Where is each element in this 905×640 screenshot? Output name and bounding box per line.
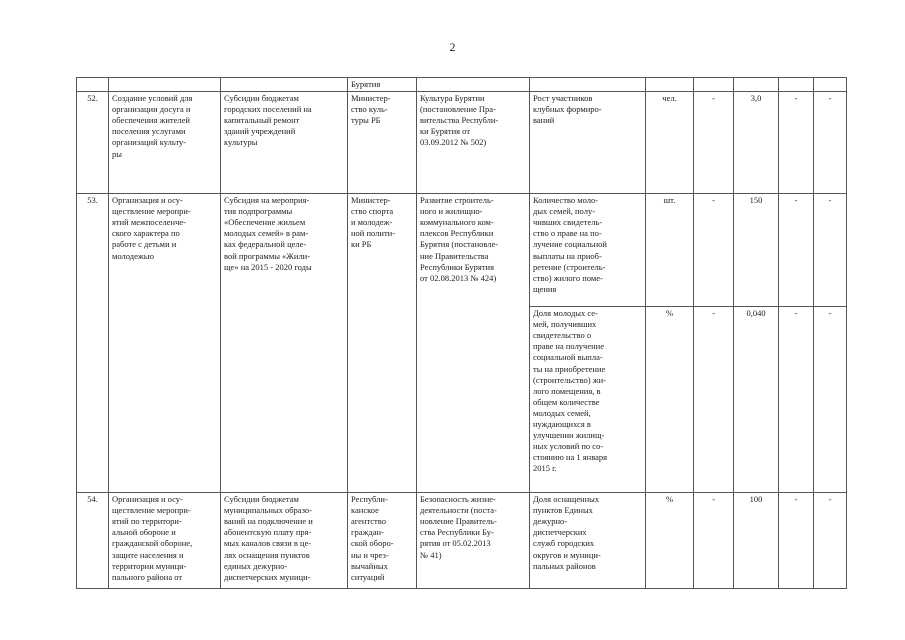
row-number: 52.	[77, 92, 109, 194]
unit-cell: %	[646, 307, 694, 493]
funding-cell: Субсидии бюджетам муниципальных образо- ваний на подключение и абонентскую плату пря- мых каналов связи в це- лях оснащения пунктов единых дежурно- диспетчерских муници-	[221, 493, 348, 589]
value-cell: -	[814, 92, 847, 194]
table-row	[77, 92, 847, 194]
value-cell: -	[694, 92, 734, 194]
value-cell: -	[779, 194, 814, 307]
table-row	[77, 194, 847, 307]
measure-cell: Организация и осу- ществление меропри- ятий межпоселенче- ского характера по работе с детьми и молодежью	[109, 194, 221, 493]
value-cell: -	[814, 493, 847, 589]
indicator-cell: Количество моло- дых семей, полу- чивших свидетель- ство о праве на по- лучение социальной выплаты на приоб- ретение (строитель- ство) жилого поме- щения	[530, 194, 646, 307]
funding-cell: Субсидии бюджетам городских поселений на капитальный ремонт зданий учреждений культуры	[221, 92, 348, 194]
program-cell: Безопасность жизне- деятельности (поста- новление Правитель- ства Республики Бу- рятия от 05.02.2013 № 41)	[417, 493, 530, 589]
indicator-cell: Доля оснащенных пунктов Единых дежурно- диспетчерских служб городских округов и муници- пальных районов	[530, 493, 646, 589]
funding-cell: Субсидия на мероприя- тия подпрограммы «Обеспечение жильем молодых семей» в рам- ках федеральной целе- вой программы «Жили- ще» на 2015 - 2020 годы	[221, 194, 348, 493]
executor-cell: Министер- ство куль- туры РБ	[348, 92, 417, 194]
carry-over-row	[77, 78, 847, 92]
program-cell: Развитие строитель- ного и жилищно- коммунального ком- плексов Республики Бурятия (постановле- ние Правительства Республики Бурятия от 02.08.2013 № 424)	[417, 194, 530, 493]
measures-table	[76, 77, 847, 589]
value-cell: -	[694, 194, 734, 307]
value-cell: -	[779, 92, 814, 194]
value-cell: -	[694, 493, 734, 589]
value-cell: -	[779, 307, 814, 493]
unit-cell: чел.	[646, 92, 694, 194]
unit-cell: шт.	[646, 194, 694, 307]
page-number: 2	[449, 40, 456, 54]
value-cell: -	[694, 307, 734, 493]
program-cell: Культура Бурятии (постановление Пра- вительства Республи- ки Бурятия от 03.09.2012 № 502)	[417, 92, 530, 194]
value-cell: -	[814, 307, 847, 493]
unit-cell: %	[646, 493, 694, 589]
indicator-cell: Рост участников клубных формиро- ваний	[530, 92, 646, 194]
measure-cell: Организация и осу- ществление меропри- ятий по территори- альной обороне и гражданской обороне, защите населения и территории муници- пального района от	[109, 493, 221, 589]
value-cell: -	[779, 493, 814, 589]
value-cell: 3,0	[734, 92, 779, 194]
row-number: 54.	[77, 493, 109, 589]
indicator-cell: Доля молодых се- мей, получивших свидетельство о праве на получение социальной выпла- ты на приобретение (строительство) жи- лого помещения, в общем количестве молодых семей, нуждающихся в улучшении жилищ- ных условий по со- стоянию на 1 января 2015 г.	[530, 307, 646, 493]
measure-cell: Создание условий для организации досуга и обеспечения жителей поселения услугами организаций культу- ры	[109, 92, 221, 194]
value-cell: 0,040	[734, 307, 779, 493]
table-row	[77, 493, 847, 589]
value-cell: -	[814, 194, 847, 307]
executor-cell: Министер- ство спорта и молодеж- ной полити- ки РБ	[348, 194, 417, 493]
value-cell: 150	[734, 194, 779, 307]
row-number: 53.	[77, 194, 109, 493]
executor-cell: Республи- канское агентство граждан- ской оборо- ны и чрез- вычайных ситуаций	[348, 493, 417, 589]
carry-over-text: Бурятия	[348, 78, 417, 92]
value-cell: 100	[734, 493, 779, 589]
